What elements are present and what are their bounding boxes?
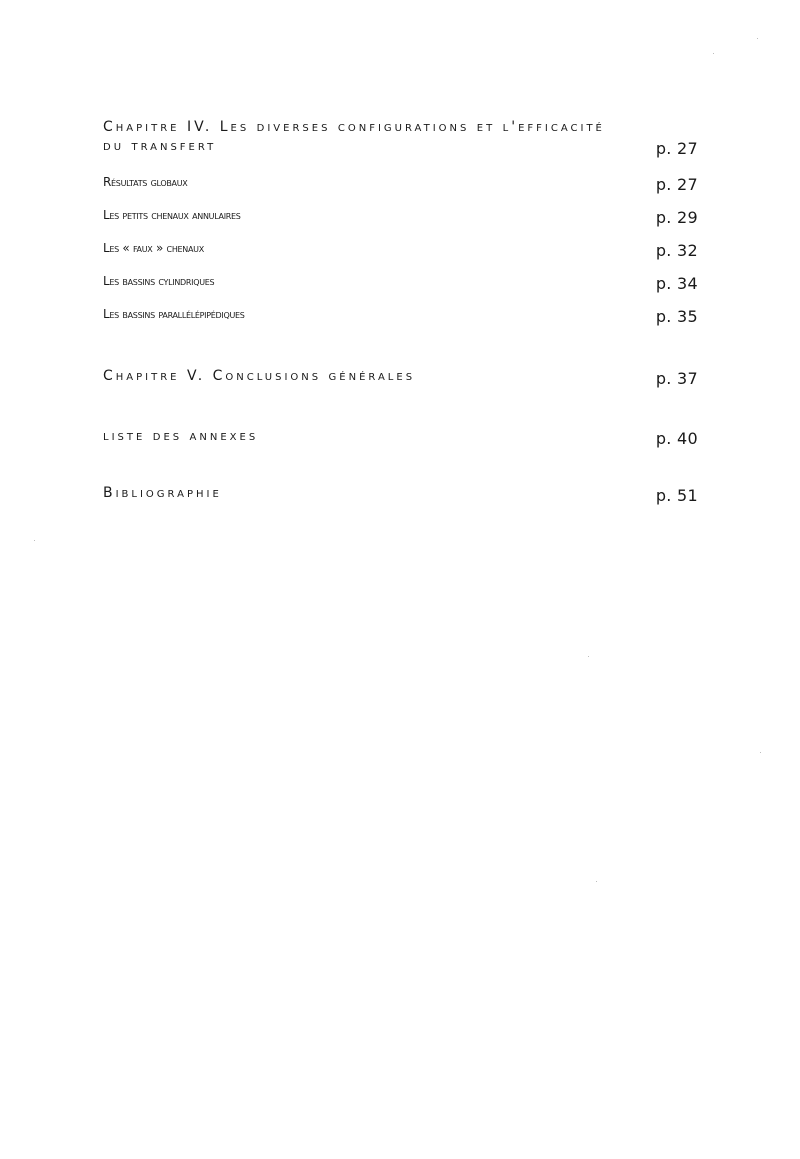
toc-chapter-5-title: Chapitre V. Conclusions générales (103, 368, 416, 384)
toc-section-page-number: p. 34 (655, 274, 698, 293)
toc-section-page-number: p. 27 (655, 175, 698, 194)
toc-entry-bibliography (103, 484, 698, 503)
toc-section-page-number: p. 32 (655, 241, 698, 260)
scan-speck (596, 881, 597, 882)
scan-speck (34, 540, 35, 541)
toc-annexes-title: liste des annexes (103, 428, 259, 444)
scan-speck (713, 53, 714, 54)
toc-section-title: Les « faux » chenaux (103, 241, 204, 255)
toc-entry-section (103, 306, 698, 324)
toc-section-title: Résultats globaux (103, 175, 188, 189)
toc-entry-annexes (103, 427, 698, 446)
toc-section-page-number: p. 35 (655, 307, 698, 326)
scan-speck (760, 752, 761, 753)
toc-chapter-4-title-line2: du transfert (103, 138, 217, 154)
scan-speck (757, 38, 758, 39)
toc-annexes-page-number: p. 40 (655, 429, 698, 448)
scan-speck (588, 656, 589, 657)
toc-entry-section (103, 273, 698, 291)
toc-bibliography-title: Bibliographie (103, 485, 222, 501)
toc-entry-section (103, 174, 698, 192)
toc-section-title: Les petits chenaux annulaires (103, 208, 241, 222)
toc-chapter-4-title-line1: Chapitre IV. Les diverses configurations et l'efficacité (103, 119, 605, 135)
toc-section-page-number: p. 29 (655, 208, 698, 227)
toc-entry-chapter-4 (103, 118, 698, 156)
toc-section-title: Les bassins parallélépipédiques (103, 307, 245, 321)
toc-entry-section (103, 207, 698, 225)
toc-entry-section (103, 240, 698, 258)
toc-bibliography-page-number: p. 51 (655, 486, 698, 505)
toc-entry-chapter-5 (103, 367, 698, 386)
toc-section-title: Les bassins cylindriques (103, 274, 215, 288)
toc-chapter-4-page-number: p. 27 (655, 139, 698, 158)
toc-chapter-5-page-number: p. 37 (655, 369, 698, 388)
